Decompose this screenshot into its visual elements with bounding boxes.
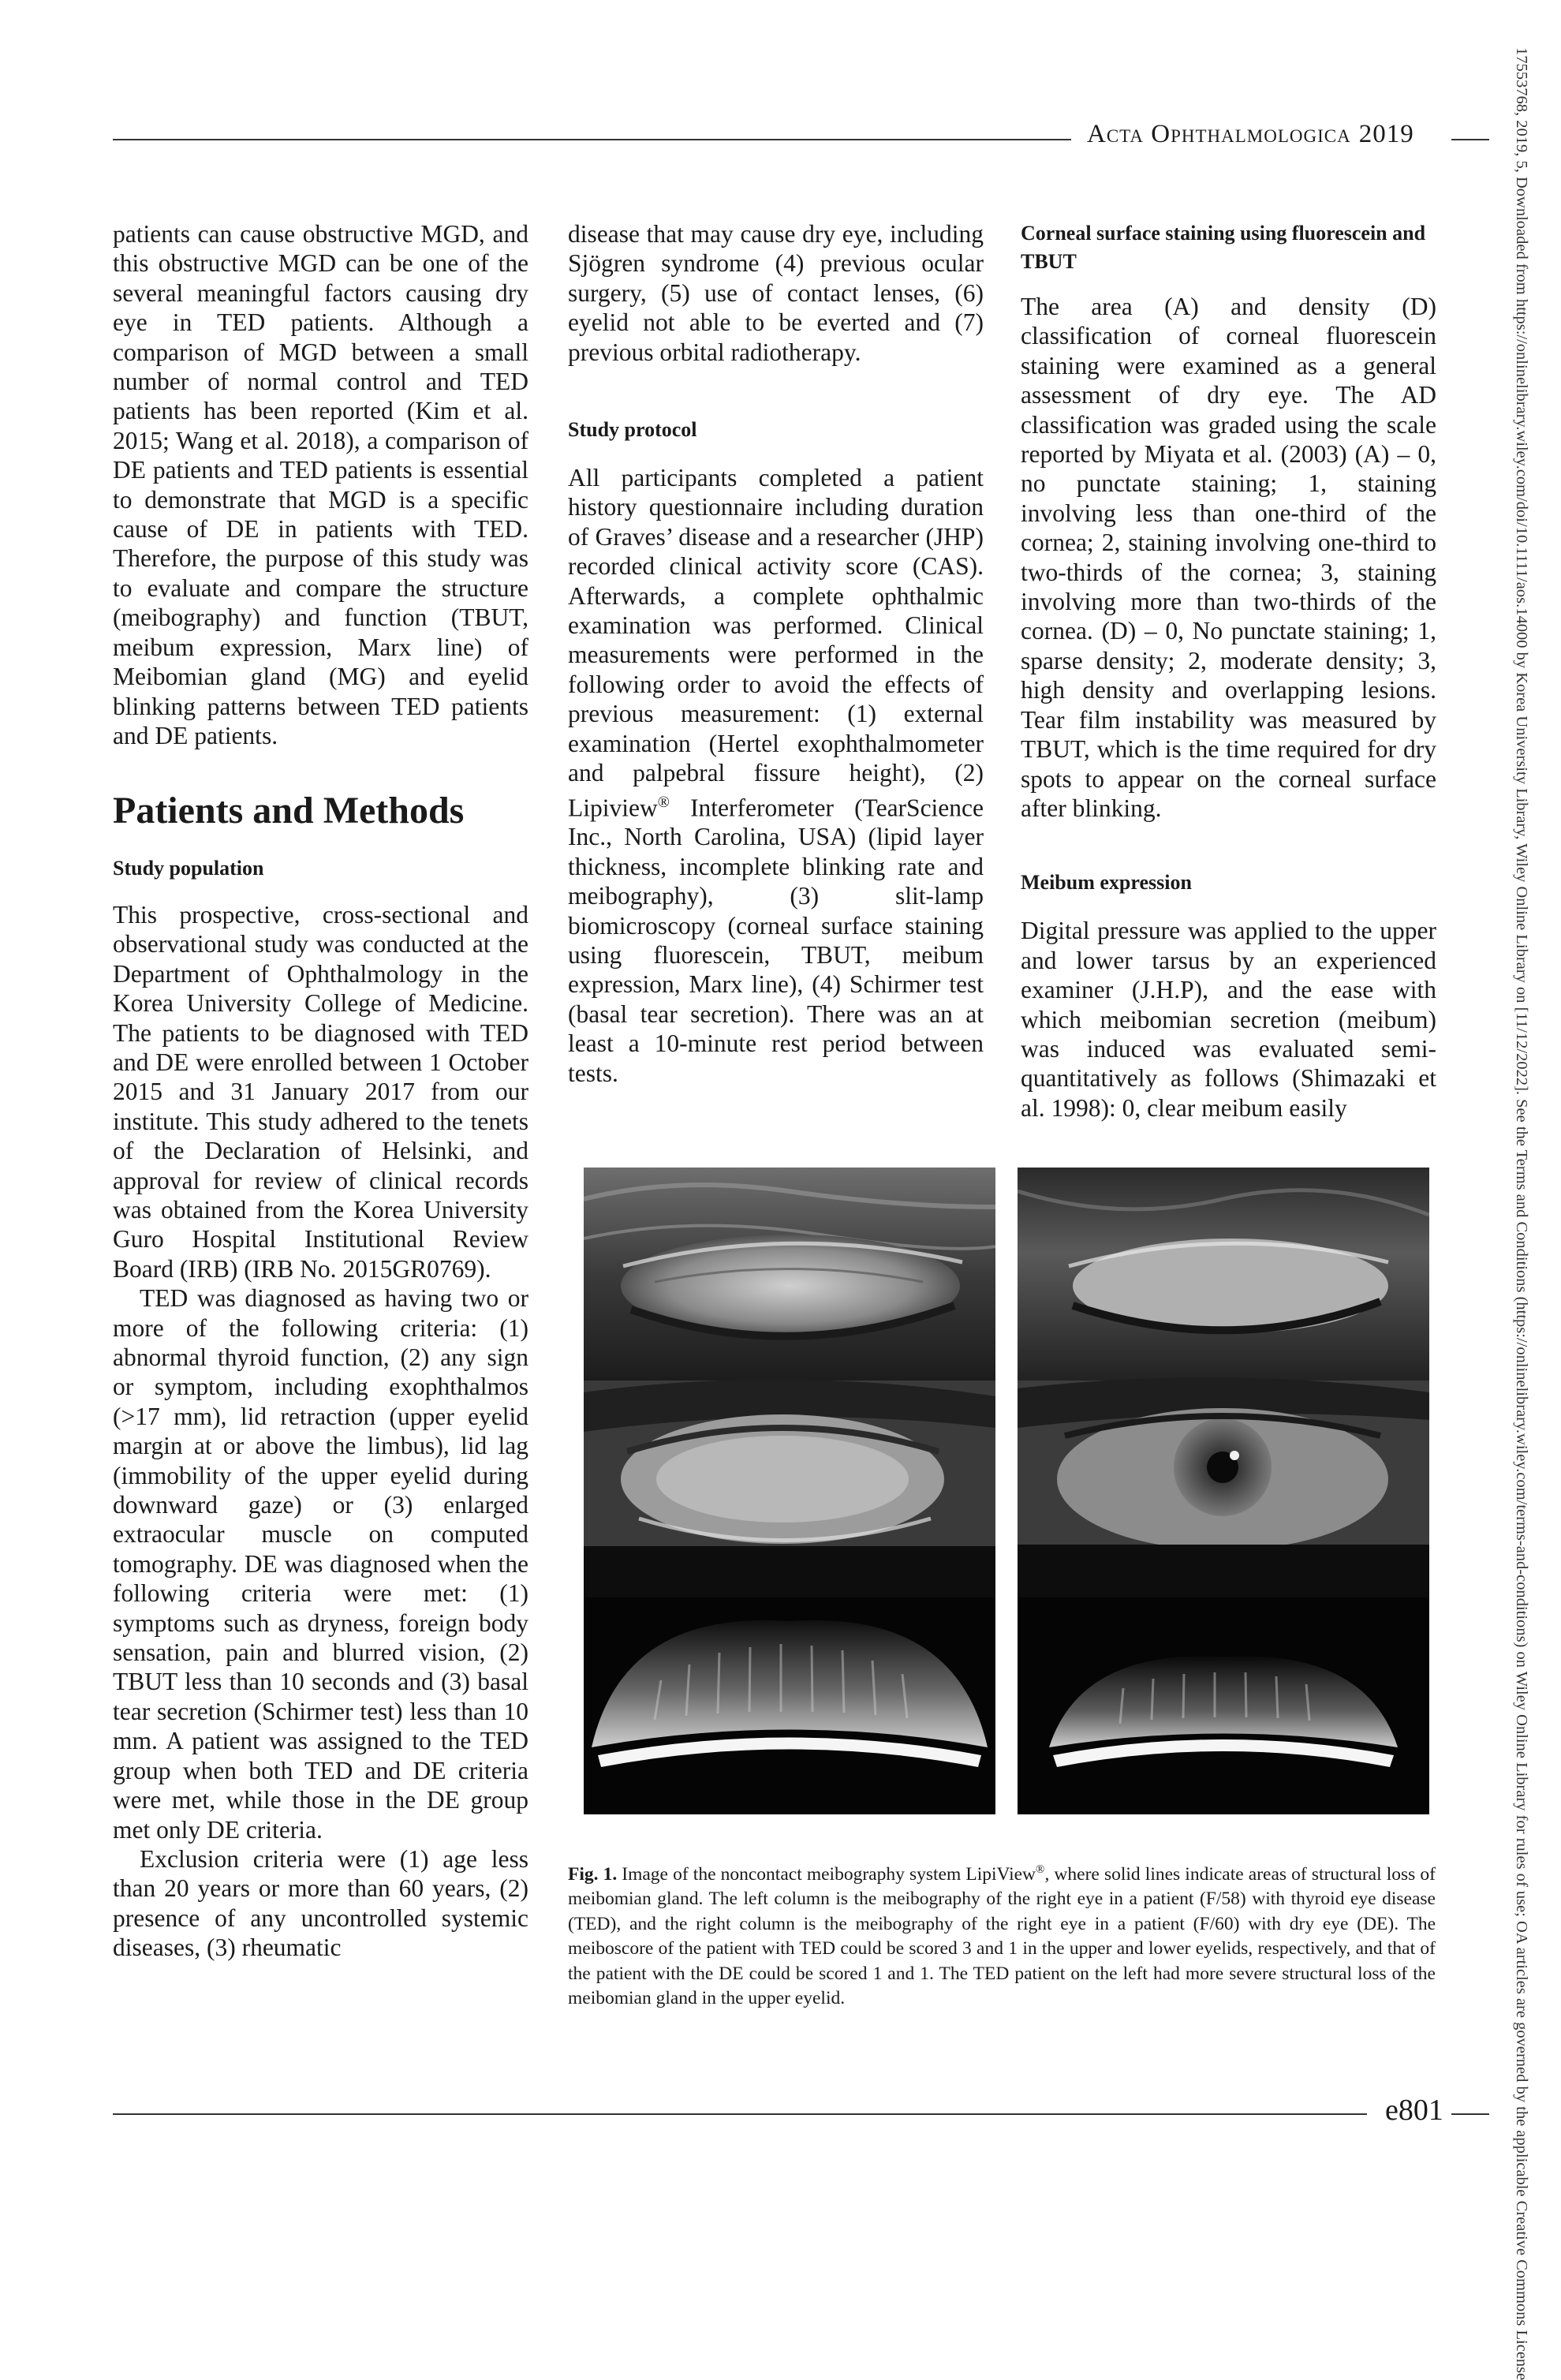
paragraph-study-population: This prospective, cross-sectional and observational study was conducted at the Department of Ophthalmology in the Korea University College of Medicine. The patients to be diagnosed with TED and DE were enrolled between 1 October 2015 and 31 January 2017 from our institute. This study adhered to the tenets of the Declaration of Helsinki, and approval for review of clinical records was obtained from the Korea University Guro Hospital Institutional Review Board (IRB) (IRB No. 2015GR0769). <box>113 900 528 1283</box>
meibography-de-patient <box>1018 1168 1429 1814</box>
subheading-study-protocol: Study protocol <box>568 418 697 442</box>
paragraph-ted-criteria: TED was diagnosed as having two or more of the following criteria: (1) abnormal thyroid function, (2) any sign or symptom, including exophthalmos (>17 mm), lid retraction (upper eyelid margin at or above the limbus), lid lag (immobility of the upper eyelid during downward gaze) or (3) enlarged extraocular muscle on computed tomography. DE was diagnosed when the following criteria were met: (1) symptoms such as dryness, foreign body sensation, pain and blurred vision, (2) TBUT less than 10 seconds and (3) basal tear secretion (Schirmer test) less than 10 mm. A patient was assigned to the TED group when both TED and DE criteria were met, while those in the DE group met only DE criteria. <box>113 1284 528 1844</box>
meibography-de-image <box>1018 1168 1429 1814</box>
subheading-meibum-expression: Meibum expression <box>1021 871 1192 895</box>
running-header <box>1087 120 1414 149</box>
column-2 <box>568 219 984 1088</box>
paragraph-exclusion: Exclusion criteria were (1) age less than 20 years or more than 60 years, (2) presence of any uncontrolled systemic diseases, (3) rheumatic <box>113 1844 528 1962</box>
journal-name: Acta Ophthalmologica <box>1087 120 1351 148</box>
column-3 <box>1021 219 1436 1123</box>
download-notice: 17553768, 2019, 5, Downloaded from https://onlinelibrary.wiley.com/doi/10.1111/aos.14000 by Korea University Library, Wiley Online Library on [11/12/2022]. See the Terms and Conditions (https://onlinelibrary.wiley.com/terms-and-conditions) on Wiley Online Library for rules of use; OA articles are governed by the applicable Creative Commons License <box>1513 47 1530 2380</box>
page-number: e801 <box>1385 2094 1443 2127</box>
header-rule-left <box>113 139 1071 140</box>
meibography-ted-image <box>584 1168 995 1814</box>
figure-label: Fig. 1. <box>568 1863 618 1885</box>
section-heading: Patients and Methods <box>113 790 465 832</box>
journal-year: 2019 <box>1358 120 1414 148</box>
caption-registered-mark: ® <box>1036 1863 1045 1876</box>
paragraph-meibum-expression: Digital pressure was applied to the upper and lower tarsus by an experienced examiner (J.H.P), and the ease with which meibomian secretion (meibum) was induced was evaluated semi-quantitatively as follows (Shimazaki et al. 1998): 0, clear meibum easily <box>1021 917 1436 1122</box>
paragraph-corneal-staining: The area (A) and density (D) classification of corneal fluorescein staining were examined as a general assessment of dry eye. The AD classification was graded using the scale reported by Miyata et al. (2003) (A) – 0, no punctate staining; 1, staining involving less than one-third of the cornea; 2, staining involving one-third to two-thirds of the cornea; 3, staining involving more than two-thirds of the cornea. (D) – 0, No punctate staining; 1, sparse density; 2, moderate density; 3, high density and overlapping lesions. Tear film instability was measured by TBUT, which is the time required for dry spots to appear on the corneal surface after blinking. <box>1021 293 1436 822</box>
meibography-ted-patient <box>584 1168 995 1814</box>
footer-rule-left <box>113 2113 1367 2115</box>
registered-mark: ® <box>657 793 670 811</box>
paragraph-exclusion-cont: disease that may cause dry eye, including Sjögren syndrome (4) previous ocular surgery, (5) use of contact lenses, (6) eyelid not able to be everted and (7) previous orbital radiotherapy. <box>568 220 984 366</box>
paragraph-study-protocol: All participants completed a patient history questionnaire including duration of Graves’ disease and a researcher (JHP) recorded clinical activity score (CAS). Afterwards, a complete ophthalmic examination was performed. Clinical measurements were performed in the following order to avoid the effects of previous measurement: (1) external examination (Hertel exophthalmometer and palpebral fissure height), (2) Lipiview® Interferometer (TearScience Inc., North Carolina, USA) (lipid layer thickness, incomplete blinking rate and meibography), (3) slit-lamp biomicroscopy (corneal surface staining using fluorescein, TBUT, meibum expression, Marx line), (4) Schirmer test (basal tear secretion). There was an at least a 10-minute rest period between tests. <box>568 464 984 1087</box>
column-1 <box>113 219 528 1963</box>
subheading-study-population: Study population <box>113 856 264 880</box>
header-rule-right <box>1451 139 1489 140</box>
paragraph-intro-end: patients can cause obstructive MGD, and this obstructive MGD can be one of the several meaningful factors causing dry eye in TED patients. Although a comparison of MGD between a small number of normal control and TED patients has been reported (Kim et al. 2015; Wang et al. 2018), a comparison of DE patients and TED patients is essential to demonstrate that MGD is a specific cause of DE in patients with TED. Therefore, the purpose of this study was to evaluate and compare the structure (meibography) and function (TBUT, meibum expression, Marx line) of Meibomian gland (MG) and eyelid blinking patterns between TED patients and DE patients. <box>113 220 528 749</box>
subheading-corneal-staining: Corneal surface staining using fluorescein and TBUT <box>1021 222 1426 273</box>
figure-1-caption: Fig. 1. Image of the noncontact meibography system LipiView®, where solid lines indicate areas of structural loss of meibomian gland. The left column is the meibography of the right eye in a patient (F/58) with thyroid eye disease (TED), and the right column is the meibography of the right eye in a patient (F/60) with dry eye (DE). The meiboscore of the patient with TED could be scored 3 and 1 in the upper and lower eyelids, respectively, and that of the patient with the DE could be scored 1 and 1. The TED patient on the left had more severe structural loss of the meibomian gland in the upper eyelid. <box>568 1863 1436 2009</box>
footer-rule-right <box>1451 2113 1489 2115</box>
